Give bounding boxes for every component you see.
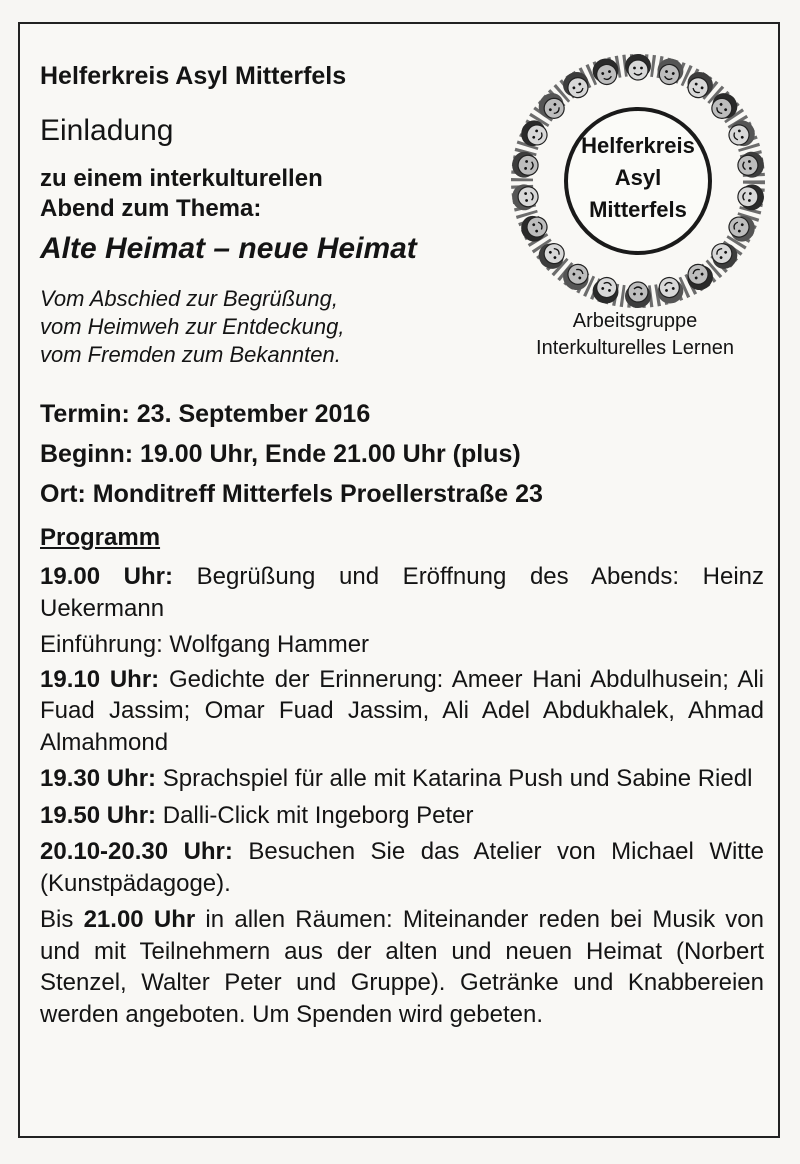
face-icon [625,54,651,80]
program-closing [40,904,764,1030]
event-time: Beginn: 19.00 Uhr, Ende 21.00 Uhr (plus) [40,440,521,468]
logo-text-line: Mitterfels [589,197,687,222]
event-theme: Alte Heimat – neue Heimat [40,232,417,265]
program-time: 19.50 Uhr: [40,801,157,829]
program-list [40,561,764,1035]
tagline-line: Vom Abschied zur Begrüßung, [40,286,338,311]
face-icon [625,282,651,308]
program-item [40,664,764,759]
program-item [40,763,764,795]
program-text: Einführung: Wolfgang Hammer [40,631,370,658]
face-icon [590,274,622,306]
program-time: 19.10 Uhr: [40,665,160,693]
event-facts [40,394,543,514]
program-item [40,629,764,661]
logo-caption [490,308,780,362]
invitation-subtitle [40,164,323,224]
program-time: 19.30 Uhr: [40,765,157,792]
program-time: 19.00 Uhr: [40,563,174,590]
program-heading: Programm [40,524,161,551]
invitation-label: Einladung [40,114,174,147]
program-item [40,800,764,832]
subtitle-line: Abend zum Thema: [40,195,262,222]
face-icon [706,88,743,125]
program-text: Begrüßung und Eröffnung des Abends: Heinz Uekermann [40,563,764,622]
program-text: Besuchen Sie das Atelier von Michael Witte (Kunstpädagoge). [40,838,764,897]
logo-text-line: Asyl [614,165,662,190]
program-text: Dalli-Click mit Ingeborg Peter [156,801,474,829]
program-text: Sprachspiel für alle mit Katarina Push und Sabine Riedl [156,765,753,792]
logo-text-line: Helferkreis [581,133,695,158]
face-icon [517,116,551,150]
tagline [40,285,344,369]
face-icon [654,55,686,87]
organization-title: Helferkreis Asyl Mitterfels [40,62,347,90]
program-item [40,561,764,624]
closing-text: in allen Räumen: Miteinander reden bei Musik von und mit Teilnehmern aus der alten und neuen Heimat (Norbert Stenzel, Walter Peter und Gruppe). Getränke und Knabbereien werden angeboten. Um Spenden wird gebeten. [40,906,764,1028]
program-time: 20.10-20.30 Uhr: [40,838,233,865]
caption-line: Interkulturelles Lernen [536,337,734,359]
event-date: Termin: 23. September 2016 [40,400,371,428]
tagline-line: vom Heimweh zur Entdeckung, [40,314,345,339]
closing-time: 21.00 Uhr [83,906,196,933]
tagline-line: vom Fremden zum Bekannten. [40,342,341,367]
helferkreis-logo [507,50,769,312]
program-item [40,836,764,899]
subtitle-line: zu einem interkulturellen [40,165,323,192]
face-icon [534,237,571,274]
event-location: Ort: Monditreff Mitterfels Proellerstraße 23 [40,480,543,508]
caption-line: Arbeitsgruppe [572,310,698,332]
program-text: Gedichte der Erinnerung: Ameer Hani Abdulhusein; Ali Fuad Jassim; Omar Fuad Jassim, Ali Adel Abdukhalek, Ahmad Almahmond [40,665,764,756]
closing-prefix: Bis [40,906,84,933]
face-icon [724,211,758,245]
